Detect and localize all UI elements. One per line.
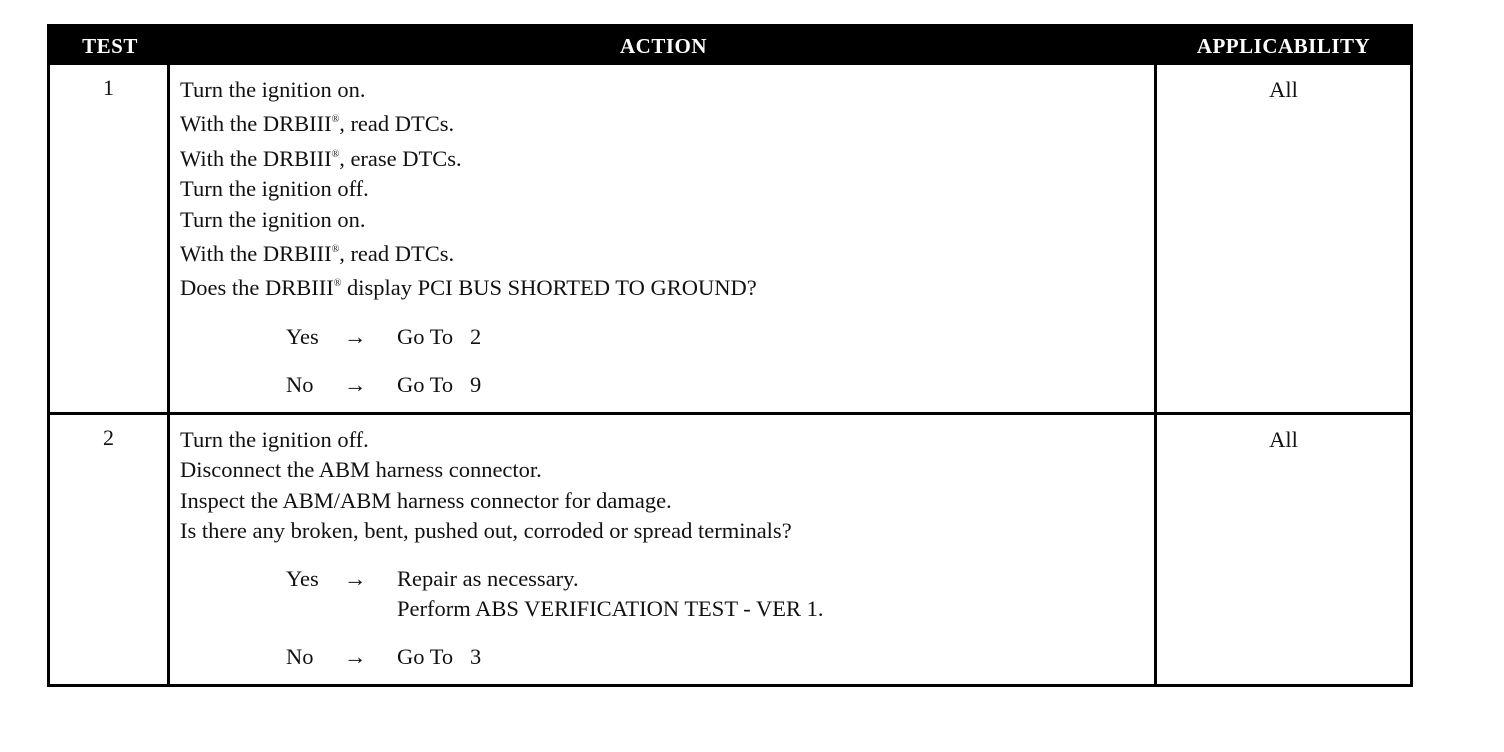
outcome-line: [286, 322, 1146, 352]
diagnostic-test-table: [47, 24, 1413, 687]
action-step: [180, 486, 1146, 516]
action-step-text: Does the DRBIII: [180, 275, 334, 301]
action-step: [180, 455, 1146, 485]
action-step: [180, 105, 1146, 139]
outcome-answer: Yes: [286, 566, 319, 592]
arrow-right-icon: →: [344, 323, 367, 349]
action-step-text: Turn the ignition on.: [180, 77, 366, 102]
arrow-right-icon: →: [344, 644, 367, 670]
action-step: [180, 140, 1146, 174]
registered-mark: ®: [331, 148, 340, 160]
action-step-text: With the DRBIII: [180, 111, 332, 137]
applicability-value: All: [1269, 426, 1298, 452]
registered-mark: ®: [333, 278, 342, 290]
outcome-result: [397, 322, 481, 352]
action-step: [180, 269, 1146, 303]
test-number: 1: [50, 65, 170, 412]
registered-mark: ®: [331, 244, 340, 256]
action-step: [180, 75, 1146, 105]
registered-mark: ®: [331, 114, 340, 126]
action-step-text: With the DRBIII: [180, 241, 332, 267]
outcome-result-line: Go To 9: [397, 371, 482, 397]
outcome-line: [286, 370, 1146, 400]
arrow-right-icon: →: [344, 371, 367, 397]
test-number: 2: [50, 415, 170, 685]
table-header: [50, 27, 1410, 65]
table-body: [50, 65, 1410, 684]
action-step-text: , erase DTCs.: [339, 145, 462, 171]
outcome-result: [397, 642, 481, 672]
action-step: [180, 425, 1146, 455]
header-action: ACTION: [619, 33, 707, 58]
action-cell: [170, 415, 1157, 685]
outcome-result-line: Repair as necessary.: [397, 566, 579, 592]
arrow-right-icon: →: [344, 566, 367, 592]
table-row: [50, 412, 1410, 685]
outcome-result: [397, 564, 824, 624]
action-step-text: , read DTCs.: [339, 241, 455, 267]
action-step-text: Disconnect the ABM harness connector.: [180, 457, 542, 483]
action-step-text: , read DTCs.: [339, 111, 455, 137]
outcomes: [180, 322, 1146, 400]
action-step-text: Turn the ignition on.: [180, 206, 366, 232]
action-step: [180, 205, 1146, 235]
action-step-text: Inspect the ABM/ABM harness connector for damage.: [180, 487, 672, 513]
action-cell: [170, 65, 1157, 412]
outcome-line: [286, 564, 1146, 624]
outcome-answer: No: [286, 644, 314, 670]
action-step: [180, 235, 1146, 269]
action-step-text: Is there any broken, bent, pushed out, corroded or spread terminals?: [180, 518, 792, 544]
outcome-result-line: Go To 3: [397, 644, 482, 670]
outcome-result-line: Perform ABS VERIFICATION TEST - VER 1.: [397, 596, 824, 622]
action-step-text: With the DRBIII: [180, 145, 332, 171]
outcome-result: [397, 370, 481, 400]
table-row: [50, 65, 1410, 412]
outcome-answer: No: [286, 371, 314, 397]
header-test: TEST: [82, 33, 138, 58]
action-step-text: Turn the ignition off.: [180, 426, 369, 452]
outcomes: [180, 564, 1146, 672]
action-step: [180, 516, 1146, 546]
outcome-line: [286, 642, 1146, 672]
action-step-text: Turn the ignition off.: [180, 176, 369, 202]
action-step-text: display PCI BUS SHORTED TO GROUND?: [341, 275, 757, 301]
header-applicability: APPLICABILITY: [1196, 33, 1371, 58]
applicability-value: All: [1269, 77, 1298, 102]
outcome-result-line: Go To 2: [397, 323, 482, 349]
outcome-answer: Yes: [286, 323, 319, 349]
action-step: [180, 174, 1146, 204]
